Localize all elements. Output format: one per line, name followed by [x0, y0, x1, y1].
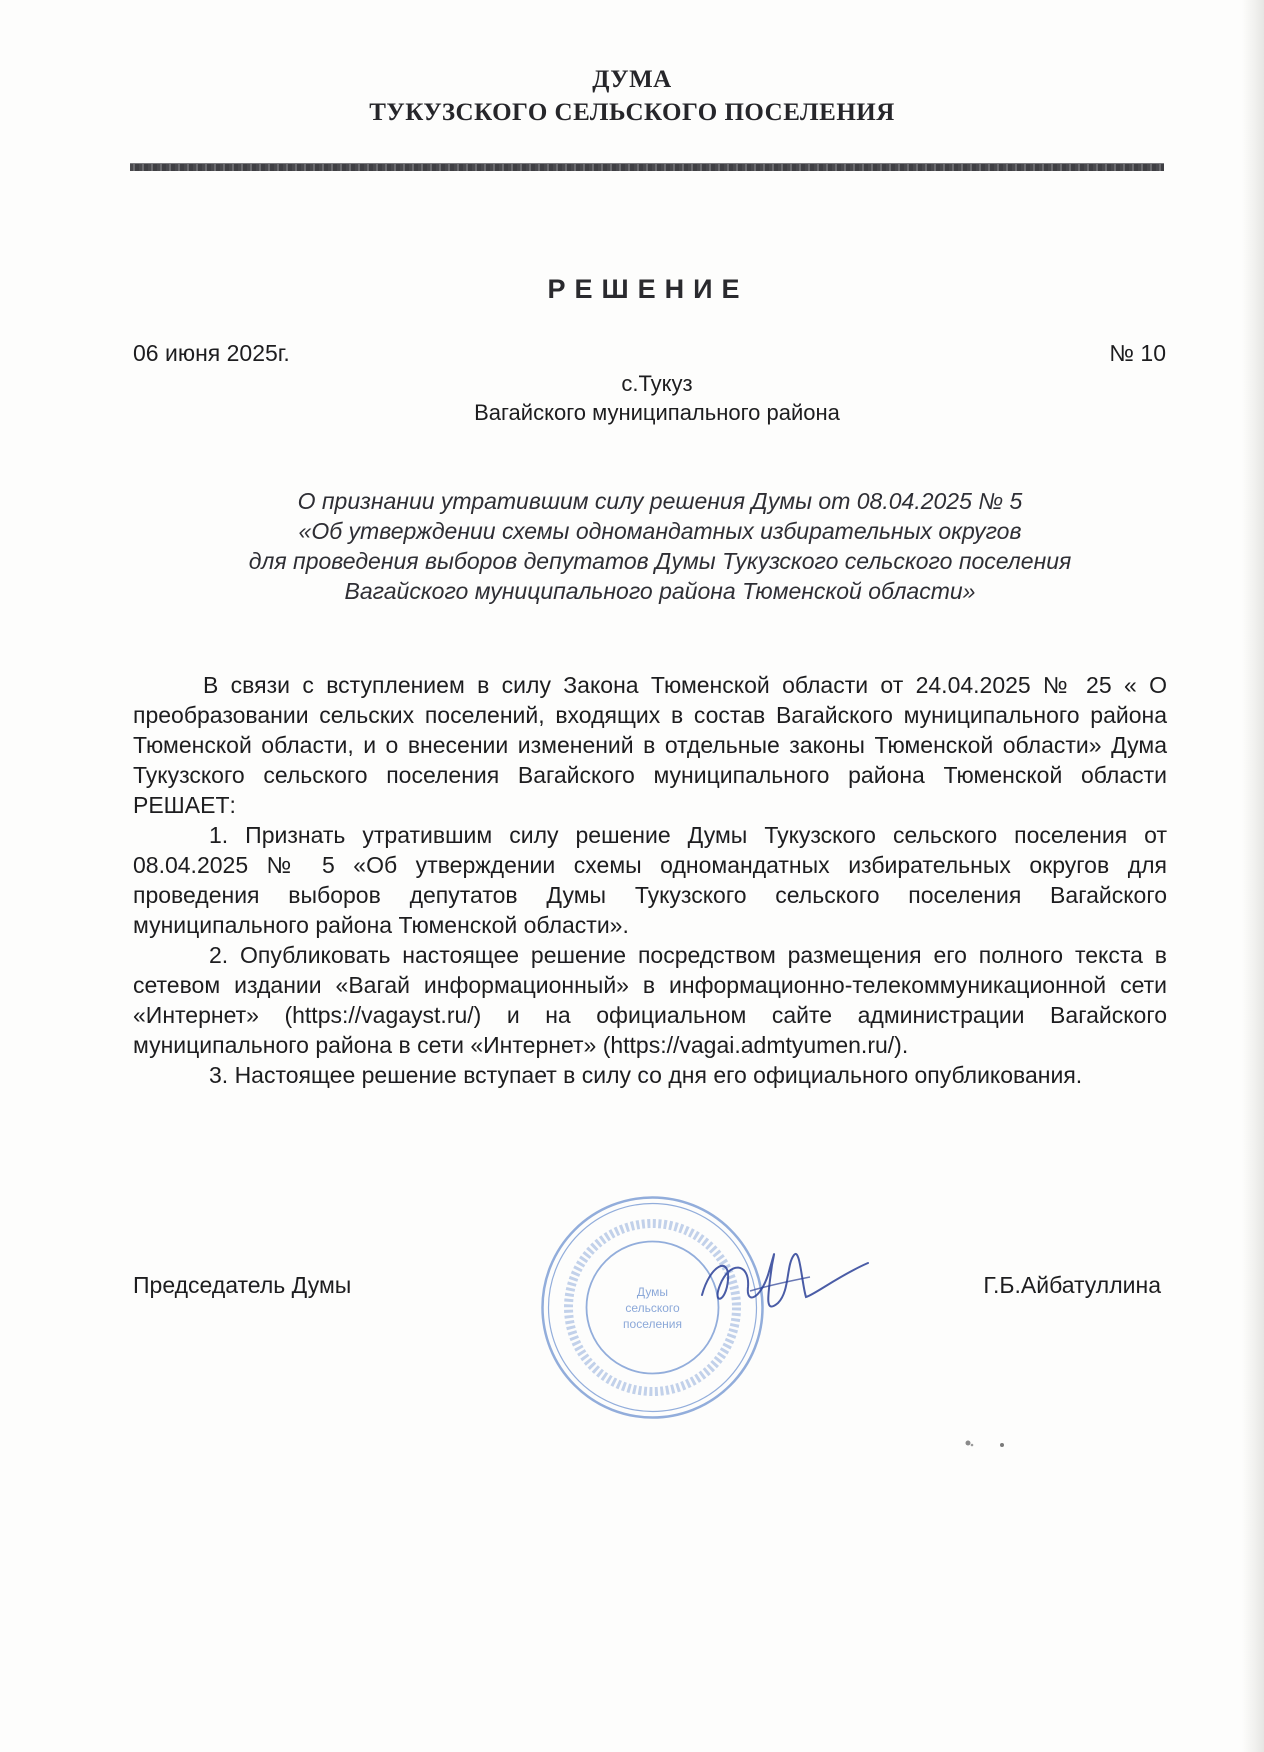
scan-edge [1242, 0, 1264, 1752]
preamble-paragraph: В связи с вступлением в силу Закона Тюменской области от 24.04.2025 № 25 « О преобразовании сельских поселений, входящих в состав Вагайского муниципального района Тюменской области, и о внесении изменений в отдельные законы Тюменской области» Дума Тукузского сельского поселения Вагайского муниципального района Тюменской области РЕШАЕТ: [133, 672, 1167, 818]
place-line2: Вагайского муниципального района [474, 400, 840, 425]
title-line: Вагайского муниципального района Тюменской области» [344, 578, 976, 604]
document-title [160, 486, 1160, 606]
signatory-position: Председатель Думы [133, 1272, 352, 1298]
org-name-line1: ДУМА [592, 66, 672, 93]
place-line1: с.Тукуз [621, 371, 693, 396]
stamp-text-line: поселения [623, 1317, 682, 1331]
document-number: № 10 [1109, 340, 1166, 366]
document-date: 06 июня 2025г. [133, 340, 290, 366]
handwritten-signature [690, 1225, 880, 1335]
decision-item-1: 1. Признать утратившим силу решение Думы Тукузского сельского поселения от 08.04.2025 № 5 «Об утверждении схемы одномандатных избирательных округов для проведения выборов депутатов Думы Тукузского сельского поселения Вагайского муниципального района Тюменской области». [133, 822, 1167, 938]
org-name-line2: ТУКУЗСКОГО СЕЛЬСКОГО ПОСЕЛЕНИЯ [369, 99, 895, 126]
document-heading: РЕШЕНИЕ [547, 274, 749, 304]
decision-item-2: 2. Опубликовать настоящее решение посредством размещения его полного текста в сетевом издании «Вагай информационный» в информационно-телекоммуникационной сети «Интернет» (https://vagayst.ru/) и на официальном сайте администрации Вагайского муниципального района в сети «Интернет» (https://vagai.admtyumen.ru/). [133, 942, 1167, 1058]
title-line: для проведения выборов депутатов Думы Тукузского сельского поселения [248, 548, 1072, 574]
stamp-text-line: сельского [625, 1301, 680, 1315]
title-line: О признании утратившим силу решения Думы от 08.04.2025 № 5 [297, 488, 1023, 514]
stamp-text-line: Думы [636, 1285, 669, 1299]
title-line: «Об утверждении схемы одномандатных избирательных округов [298, 518, 1022, 544]
signatory-name: Г.Б.Айбатуллина [983, 1272, 1161, 1298]
scan-specks [960, 1435, 1020, 1455]
decision-item-3: 3. Настоящее решение вступает в силу со дня его официального опубликования. [209, 1062, 1083, 1088]
document-body [133, 670, 1167, 1090]
header-divider [130, 163, 1164, 171]
